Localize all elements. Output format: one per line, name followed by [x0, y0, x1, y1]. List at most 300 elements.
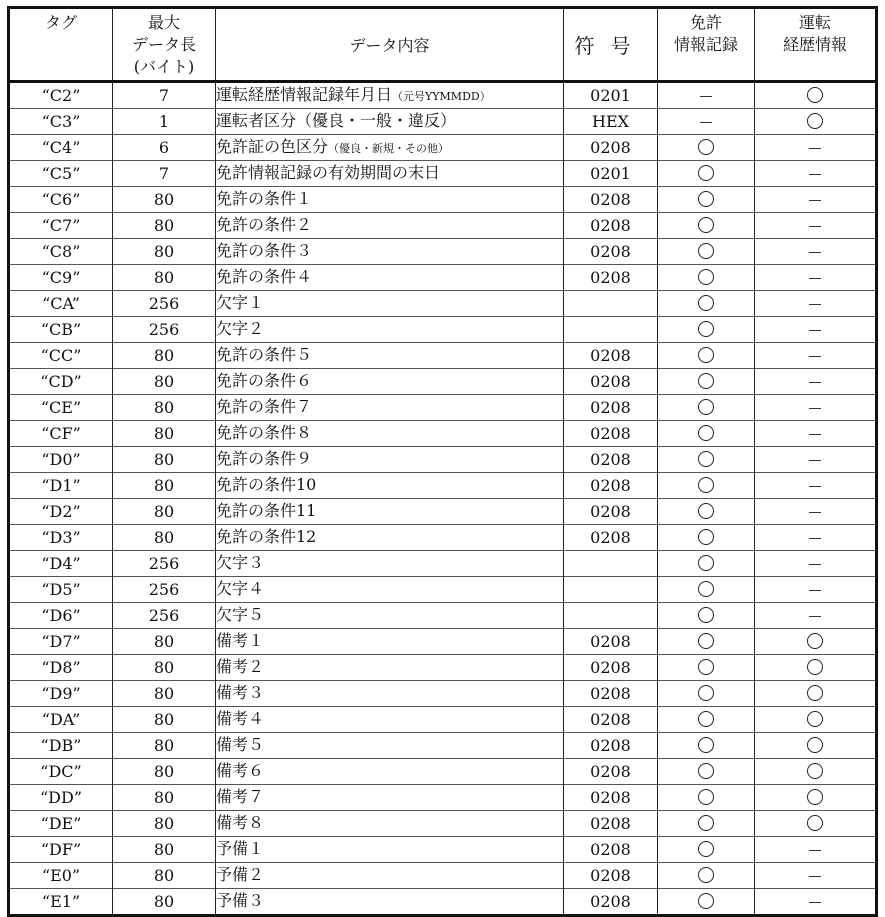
history-circle-icon	[807, 737, 823, 753]
cell-code: 0208	[564, 187, 658, 213]
cell-code	[564, 551, 658, 577]
cell-code: 0208	[564, 707, 658, 733]
cell-license-info	[658, 681, 755, 707]
header-license-line2: 情報記録	[673, 35, 738, 54]
license-circle-icon	[698, 737, 714, 753]
history-dash-icon	[809, 200, 821, 201]
history-circle-icon	[807, 685, 823, 701]
license-circle-icon	[698, 451, 714, 467]
cell-content	[216, 811, 564, 837]
data-spec-table	[7, 6, 878, 917]
content-text: 免許の条件２	[216, 215, 313, 234]
cell-license-info	[658, 889, 755, 916]
cell-max-length: 80	[113, 629, 216, 655]
table-row	[9, 759, 877, 785]
cell-tag: “D3”	[9, 525, 113, 551]
cell-max-length: 80	[113, 863, 216, 889]
cell-max-length: 80	[113, 239, 216, 265]
cell-max-length: 80	[113, 343, 216, 369]
license-circle-icon	[698, 139, 714, 155]
license-circle-icon	[698, 841, 714, 857]
table-row	[9, 369, 877, 395]
table-row	[9, 681, 877, 707]
cell-tag: “C7”	[9, 213, 113, 239]
table-row	[9, 473, 877, 499]
content-text: 免許の条件５	[216, 345, 313, 364]
cell-driving-history	[755, 421, 877, 447]
cell-max-length: 80	[113, 889, 216, 916]
header-history-line2: 経歴情報	[782, 35, 847, 54]
cell-license-info	[658, 239, 755, 265]
cell-driving-history	[755, 291, 877, 317]
cell-license-info	[658, 343, 755, 369]
cell-tag: “DA”	[9, 707, 113, 733]
content-text: 免許の条件７	[216, 397, 313, 416]
cell-tag: “C6”	[9, 187, 113, 213]
cell-max-length: 80	[113, 369, 216, 395]
table-row	[9, 525, 877, 551]
table-row	[9, 785, 877, 811]
history-dash-icon	[809, 902, 821, 903]
content-text: 予備１	[216, 839, 265, 858]
license-circle-icon	[698, 503, 714, 519]
header-license-info	[658, 8, 755, 82]
license-circle-icon	[698, 399, 714, 415]
cell-driving-history	[755, 577, 877, 603]
cell-license-info	[658, 213, 755, 239]
cell-tag: “D6”	[9, 603, 113, 629]
cell-code: 0208	[564, 759, 658, 785]
cell-driving-history	[755, 161, 877, 187]
cell-code: 0208	[564, 265, 658, 291]
cell-tag: “DE”	[9, 811, 113, 837]
content-text: 備考５	[216, 735, 265, 754]
content-note: （元号YYMMDD）	[392, 90, 491, 103]
cell-code: 0201	[564, 161, 658, 187]
cell-license-info	[658, 837, 755, 863]
cell-license-info	[658, 759, 755, 785]
cell-content	[216, 265, 564, 291]
cell-content	[216, 109, 564, 135]
cell-tag: “C3”	[9, 109, 113, 135]
license-circle-icon	[698, 477, 714, 493]
cell-max-length: 80	[113, 525, 216, 551]
cell-tag: “DF”	[9, 837, 113, 863]
content-text: 免許の条件３	[216, 241, 313, 260]
cell-max-length: 256	[113, 603, 216, 629]
content-text: 免許の条件11	[216, 501, 317, 520]
content-text: 免許の条件４	[216, 267, 313, 286]
cell-driving-history	[755, 395, 877, 421]
cell-driving-history	[755, 525, 877, 551]
cell-license-info	[658, 551, 755, 577]
content-text: 免許の条件12	[216, 527, 317, 546]
cell-max-length: 80	[113, 187, 216, 213]
cell-tag: “C8”	[9, 239, 113, 265]
cell-driving-history	[755, 369, 877, 395]
header-tag: タグ	[9, 8, 113, 82]
cell-code: 0208	[564, 811, 658, 837]
cell-code: 0208	[564, 473, 658, 499]
cell-driving-history	[755, 759, 877, 785]
cell-tag: “D1”	[9, 473, 113, 499]
cell-license-info	[658, 421, 755, 447]
cell-license-info	[658, 629, 755, 655]
cell-driving-history	[755, 629, 877, 655]
cell-content	[216, 889, 564, 916]
cell-license-info	[658, 447, 755, 473]
cell-driving-history	[755, 785, 877, 811]
header-driving-history	[755, 8, 877, 82]
cell-content	[216, 395, 564, 421]
cell-license-info	[658, 733, 755, 759]
cell-max-length: 80	[113, 655, 216, 681]
cell-content	[216, 525, 564, 551]
cell-code: HEX	[564, 109, 658, 135]
cell-content	[216, 681, 564, 707]
cell-max-length: 80	[113, 733, 216, 759]
cell-code: 0208	[564, 369, 658, 395]
license-circle-icon	[698, 269, 714, 285]
cell-tag: “D2”	[9, 499, 113, 525]
cell-code: 0208	[564, 655, 658, 681]
table-row	[9, 811, 877, 837]
content-text: 欠字１	[216, 293, 265, 312]
cell-driving-history	[755, 343, 877, 369]
cell-driving-history	[755, 473, 877, 499]
cell-tag: “CC”	[9, 343, 113, 369]
cell-driving-history	[755, 317, 877, 343]
cell-driving-history	[755, 681, 877, 707]
cell-tag: “D7”	[9, 629, 113, 655]
cell-content	[216, 499, 564, 525]
cell-code: 0208	[564, 421, 658, 447]
cell-tag: “CF”	[9, 421, 113, 447]
cell-license-info	[658, 82, 755, 109]
cell-driving-history	[755, 239, 877, 265]
cell-content	[216, 837, 564, 863]
cell-tag: “E1”	[9, 889, 113, 916]
cell-code: 0208	[564, 863, 658, 889]
cell-driving-history	[755, 82, 877, 109]
table-row	[9, 213, 877, 239]
cell-tag: “D5”	[9, 577, 113, 603]
cell-max-length: 256	[113, 317, 216, 343]
cell-license-info	[658, 265, 755, 291]
license-circle-icon	[698, 711, 714, 727]
cell-max-length: 80	[113, 265, 216, 291]
history-dash-icon	[809, 174, 821, 175]
cell-driving-history	[755, 499, 877, 525]
cell-max-length: 80	[113, 395, 216, 421]
cell-tag: “DD”	[9, 785, 113, 811]
cell-tag: “D8”	[9, 655, 113, 681]
cell-license-info	[658, 135, 755, 161]
cell-code	[564, 577, 658, 603]
history-circle-icon	[807, 659, 823, 675]
cell-driving-history	[755, 213, 877, 239]
table-row	[9, 603, 877, 629]
cell-max-length: 80	[113, 421, 216, 447]
history-dash-icon	[809, 616, 821, 617]
content-text: 欠字５	[216, 605, 265, 624]
history-dash-icon	[809, 564, 821, 565]
cell-content	[216, 629, 564, 655]
history-dash-icon	[809, 876, 821, 877]
table-row	[9, 343, 877, 369]
cell-tag: “D4”	[9, 551, 113, 577]
cell-license-info	[658, 863, 755, 889]
content-text: 備考６	[216, 761, 265, 780]
content-text: 備考４	[216, 709, 265, 728]
cell-code: 0208	[564, 499, 658, 525]
cell-code: 0208	[564, 213, 658, 239]
table-row	[9, 395, 877, 421]
license-dash-icon	[700, 122, 712, 123]
header-max-length-line1: 最大	[147, 13, 180, 32]
cell-driving-history	[755, 837, 877, 863]
header-row	[9, 8, 877, 82]
cell-license-info	[658, 395, 755, 421]
license-circle-icon	[698, 295, 714, 311]
header-history-line1: 運転	[798, 13, 831, 32]
cell-max-length: 80	[113, 811, 216, 837]
table-row	[9, 291, 877, 317]
table-row	[9, 499, 877, 525]
history-circle-icon	[807, 763, 823, 779]
license-dash-icon	[700, 96, 712, 97]
cell-driving-history	[755, 447, 877, 473]
cell-driving-history	[755, 733, 877, 759]
cell-driving-history	[755, 811, 877, 837]
cell-driving-history	[755, 889, 877, 916]
license-circle-icon	[698, 347, 714, 363]
cell-code: 0208	[564, 733, 658, 759]
license-circle-icon	[698, 893, 714, 909]
cell-content	[216, 759, 564, 785]
cell-content	[216, 135, 564, 161]
table-row	[9, 577, 877, 603]
cell-license-info	[658, 161, 755, 187]
cell-content	[216, 785, 564, 811]
table-row	[9, 135, 877, 161]
header-license-line1: 免許	[689, 13, 722, 32]
cell-content	[216, 655, 564, 681]
cell-driving-history	[755, 551, 877, 577]
license-circle-icon	[698, 165, 714, 181]
header-content: データ内容	[216, 8, 564, 82]
cell-max-length: 80	[113, 499, 216, 525]
history-circle-icon	[807, 633, 823, 649]
history-circle-icon	[807, 87, 823, 103]
cell-max-length: 256	[113, 291, 216, 317]
cell-content	[216, 473, 564, 499]
content-note: （優良・新規・その他）	[328, 142, 450, 155]
license-circle-icon	[698, 763, 714, 779]
cell-code: 0208	[564, 343, 658, 369]
cell-max-length: 6	[113, 135, 216, 161]
cell-tag: “D9”	[9, 681, 113, 707]
content-text: 運転者区分（優良・一般・違反）	[216, 111, 457, 130]
table-row	[9, 109, 877, 135]
cell-driving-history	[755, 863, 877, 889]
cell-max-length: 80	[113, 681, 216, 707]
table-row	[9, 733, 877, 759]
license-circle-icon	[698, 659, 714, 675]
cell-content	[216, 421, 564, 447]
cell-code: 0208	[564, 681, 658, 707]
cell-content	[216, 707, 564, 733]
cell-license-info	[658, 707, 755, 733]
cell-content	[216, 82, 564, 109]
content-text: 免許情報記録の有効期間の末日	[216, 163, 441, 182]
cell-content	[216, 733, 564, 759]
history-dash-icon	[809, 330, 821, 331]
cell-license-info	[658, 369, 755, 395]
license-circle-icon	[698, 373, 714, 389]
cell-tag: “CA”	[9, 291, 113, 317]
cell-license-info	[658, 473, 755, 499]
cell-tag: “D0”	[9, 447, 113, 473]
cell-driving-history	[755, 265, 877, 291]
content-text: 備考７	[216, 787, 265, 806]
cell-max-length: 256	[113, 551, 216, 577]
history-dash-icon	[809, 382, 821, 383]
cell-tag: “C2”	[9, 82, 113, 109]
cell-max-length: 7	[113, 82, 216, 109]
history-dash-icon	[809, 486, 821, 487]
cell-content	[216, 369, 564, 395]
license-circle-icon	[698, 529, 714, 545]
cell-code: 0208	[564, 135, 658, 161]
cell-code: 0208	[564, 785, 658, 811]
cell-license-info	[658, 187, 755, 213]
cell-tag: “C4”	[9, 135, 113, 161]
table-row	[9, 239, 877, 265]
cell-driving-history	[755, 655, 877, 681]
cell-tag: “CE”	[9, 395, 113, 421]
cell-max-length: 1	[113, 109, 216, 135]
cell-tag: “C9”	[9, 265, 113, 291]
cell-tag: “DB”	[9, 733, 113, 759]
cell-tag: “CD”	[9, 369, 113, 395]
cell-license-info	[658, 811, 755, 837]
table-row	[9, 317, 877, 343]
table-row	[9, 837, 877, 863]
cell-content	[216, 343, 564, 369]
content-text: 免許の条件１	[216, 189, 313, 208]
history-circle-icon	[807, 815, 823, 831]
license-circle-icon	[698, 243, 714, 259]
cell-code: 0208	[564, 889, 658, 916]
license-circle-icon	[698, 555, 714, 571]
cell-code: 0208	[564, 525, 658, 551]
cell-max-length: 80	[113, 213, 216, 239]
cell-max-length: 80	[113, 759, 216, 785]
content-text: 欠字３	[216, 553, 265, 572]
history-dash-icon	[809, 278, 821, 279]
cell-tag: “E0”	[9, 863, 113, 889]
table-row	[9, 82, 877, 109]
cell-max-length: 80	[113, 447, 216, 473]
cell-code: 0208	[564, 447, 658, 473]
cell-max-length: 7	[113, 161, 216, 187]
cell-max-length: 256	[113, 577, 216, 603]
cell-license-info	[658, 577, 755, 603]
license-circle-icon	[698, 321, 714, 337]
history-dash-icon	[809, 304, 821, 305]
cell-content	[216, 291, 564, 317]
cell-content	[216, 551, 564, 577]
cell-code	[564, 317, 658, 343]
content-text: 免許の条件８	[216, 423, 313, 442]
license-circle-icon	[698, 633, 714, 649]
cell-code	[564, 291, 658, 317]
table-row	[9, 161, 877, 187]
header-max-length-line2: データ長	[131, 35, 196, 54]
table-row	[9, 629, 877, 655]
cell-tag: “DC”	[9, 759, 113, 785]
table-row	[9, 421, 877, 447]
content-text: 免許の条件10	[216, 475, 317, 494]
cell-license-info	[658, 317, 755, 343]
table-row	[9, 707, 877, 733]
table-row	[9, 187, 877, 213]
cell-max-length: 80	[113, 707, 216, 733]
content-text: 予備２	[216, 865, 265, 884]
header-code: 符号	[564, 8, 658, 82]
content-text: 備考３	[216, 683, 265, 702]
table-body	[9, 82, 877, 916]
table-row	[9, 889, 877, 916]
license-circle-icon	[698, 425, 714, 441]
cell-driving-history	[755, 707, 877, 733]
license-circle-icon	[698, 685, 714, 701]
content-text: 備考１	[216, 631, 265, 650]
history-circle-icon	[807, 789, 823, 805]
cell-code	[564, 603, 658, 629]
table-row	[9, 447, 877, 473]
cell-license-info	[658, 785, 755, 811]
history-dash-icon	[809, 148, 821, 149]
cell-content	[216, 603, 564, 629]
cell-license-info	[658, 109, 755, 135]
cell-content	[216, 161, 564, 187]
history-circle-icon	[807, 113, 823, 129]
license-circle-icon	[698, 867, 714, 883]
content-text: 予備３	[216, 891, 265, 910]
cell-driving-history	[755, 603, 877, 629]
cell-max-length: 80	[113, 473, 216, 499]
history-dash-icon	[809, 538, 821, 539]
table-row	[9, 863, 877, 889]
history-dash-icon	[809, 512, 821, 513]
cell-driving-history	[755, 135, 877, 161]
cell-driving-history	[755, 187, 877, 213]
cell-license-info	[658, 655, 755, 681]
license-circle-icon	[698, 607, 714, 623]
history-dash-icon	[809, 460, 821, 461]
license-circle-icon	[698, 191, 714, 207]
cell-tag: “CB”	[9, 317, 113, 343]
cell-content	[216, 863, 564, 889]
history-dash-icon	[809, 356, 821, 357]
content-text: 運転経歴情報記録年月日	[216, 85, 393, 104]
cell-license-info	[658, 525, 755, 551]
history-dash-icon	[809, 850, 821, 851]
cell-driving-history	[755, 109, 877, 135]
cell-max-length: 80	[113, 837, 216, 863]
